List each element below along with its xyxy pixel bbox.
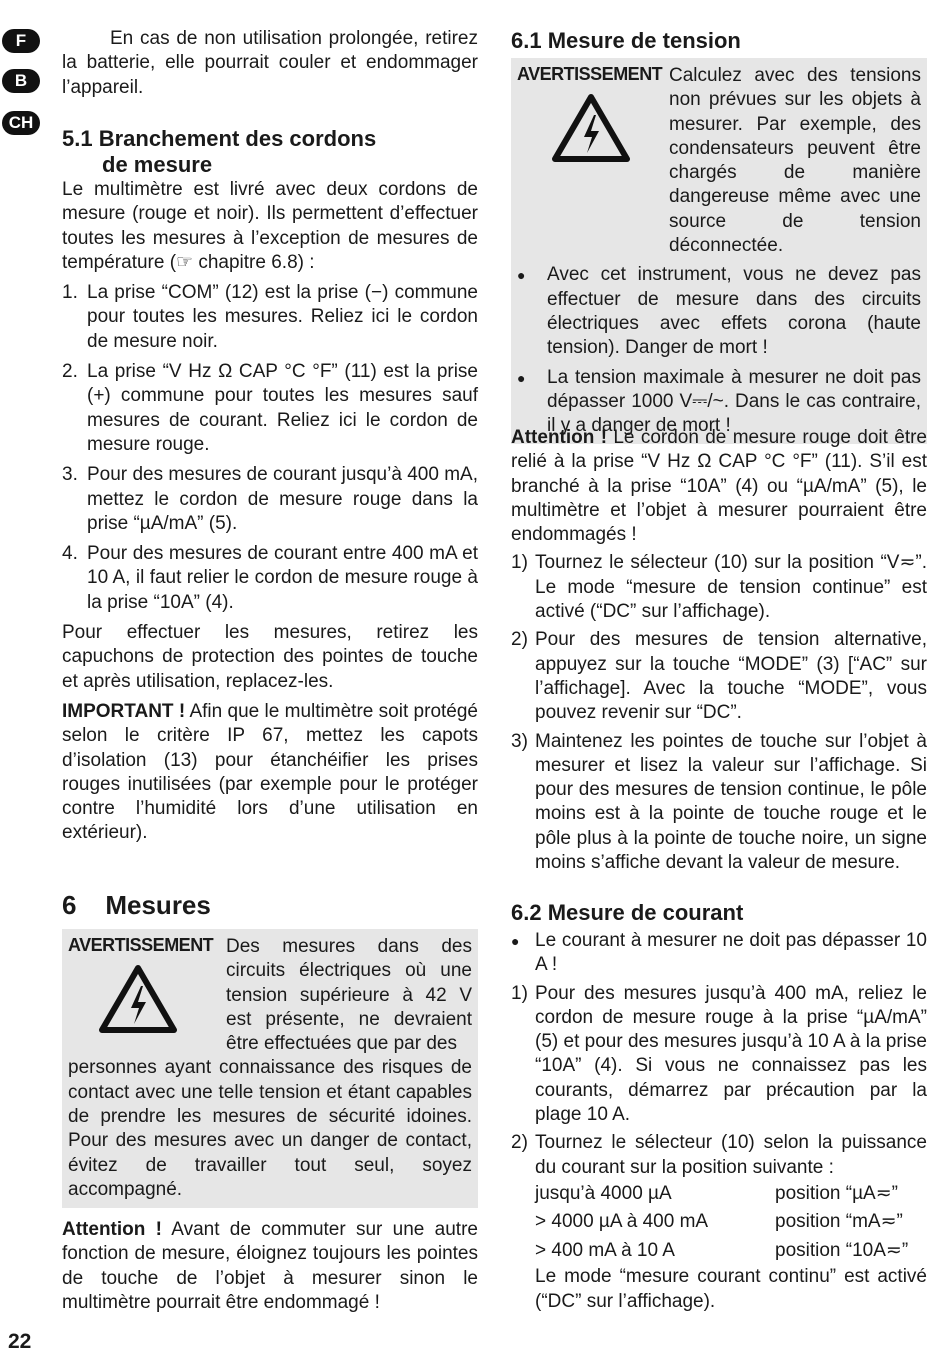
list-item: ● Le courant à mesurer ne doit pas dépasser 10 A !: [511, 930, 927, 976]
section-6-title: 6 Mesures: [62, 890, 211, 920]
section-5-1-note: Pour effectuer les mesures, retirez les capuchons de protection des pointes de touche et après utilisation, replacez-les.: [62, 622, 478, 692]
list-item: 1) Pour des mesures jusqu’à 400 mA, reliez le cordon de mesure rouge à la prise “µA/mA” (5) et pour des mesures jusqu’à 10 A à la prise “10A” (4). Si vous ne connaissez pas les courants, démarrez par précaution par la plage 10 A.: [511, 982, 927, 1126]
list-item: 4. Pour des mesures de courant entre 400 mA et 10 A, il faut relier le cordon de mesure rouge à la prise “10A” (4).: [62, 543, 478, 613]
warning-bullet: ● Avec cet instrument, vous ne devez pas effectuer de mesure dans des circuits électriques avec effets corona (haute tension). Danger de mort !: [517, 264, 921, 359]
warning-bullet: ● La tension maximale à mesurer ne doit pas dépasser 1000 V⎓/~. Dans le cas contraire, il y a danger de mort !: [517, 366, 921, 437]
section-5-1-title-cont: de mesure: [102, 152, 213, 177]
section-6-2-body: [511, 929, 927, 1314]
high-voltage-warning-icon: [98, 964, 178, 1034]
list-item: 1. La prise “COM” (12) est la prise (−) commune pour toutes les mesures. Reliez ici le cordon de mesure noir.: [62, 282, 478, 352]
warning-text: Des mesures dans des circuits électriques où une tension supérieure à 42 V est présente, ne devraient être effectuées que par des: [226, 936, 472, 1055]
attention-paragraph: Attention ! Avant de commuter sur une autre fonction de mesure, éloignez toujours les pointes de touche de l’objet à mesurer sinon le multimètre pourrait être endommagé !: [62, 1219, 478, 1313]
section-5-1-title: 5.1 Branchement des cordons: [62, 126, 377, 151]
list-item: 2) Pour des mesures de tension alternative, appuyez sur la touche “MODE” (3) [“AC” sur l’affichage]. Avec la touche “MODE”, vous pouvez revenir sur “DC”.: [511, 629, 927, 724]
high-voltage-warning-icon: [551, 93, 631, 163]
section-6-1-body: [511, 426, 927, 875]
table-cell: position “10A≂”: [775, 1239, 909, 1261]
list-item: 2. La prise “V Hz Ω CAP °C °F” (11) est la prise (+) commune pour toutes les mesures sauf mesures de courant. Reliez ici le cordon de mesure rouge.: [62, 361, 478, 455]
section-6-2-title: 6.2 Mesure de courant: [511, 900, 744, 925]
list-item: 1) Tournez le sélecteur (10) sur la position “V≂”. Le mode “mesure de tension continue” est activé (“DC” sur l’affichage).: [511, 552, 927, 623]
warning-text: Calculez avec des tensions non prévues sur les objets à mesurer. Par exemple, des condensateurs peuvent être chargés de manière dangereuse même avec une source de tension déconnectée.: [669, 65, 921, 257]
attention-paragraph: Attention ! Le cordon de mesure rouge doit être relié à la prise “V Hz Ω CAP °C °F” (11). S’il est branché à la prise “10A” (4) ou “µA/mA” (5), le multimètre et l’objet à mesurer pourraient être endommagés !: [511, 427, 927, 546]
warning-text-continued: personnes ayant connaissance des risques de contact avec une telle tension et étant capables de prendre les mesures de sécurité idoines. Pour des mesures avec un danger de contact, évitez de travailler tout seul, soyez accompagné.: [68, 1057, 472, 1200]
range-table: [535, 1180, 927, 1266]
language-tab-ch: CH: [2, 111, 40, 135]
language-tab-f: F: [2, 29, 40, 53]
table-cell: > 4000 µA à 400 mA: [535, 1211, 709, 1233]
warning-label: AVERTISSEMENT: [517, 64, 663, 84]
intro-paragraph: En cas de non utilisation prolongée, retirez la batterie, elle pourrait couler et endommager l’appareil.: [62, 28, 478, 98]
section-6-2-conclusion: Le mode “mesure courant continu” est activé (“DC” sur l’affichage).: [535, 1266, 927, 1312]
list-item: 3. Pour des mesures de courant jusqu’à 400 mA, mettez le cordon de mesure rouge dans la prise “µA/mA” (5).: [62, 464, 478, 534]
important-paragraph: IMPORTANT ! Afin que le multimètre soit protégé selon le critère IP 67, mettez les capots d’isolation (13) pour étanchéifier les prises rouges inutilisées (par exemple pour le protéger contre l’humidité lors d’une utilisation en extérieur).: [62, 700, 478, 844]
page-number: 22: [8, 1330, 32, 1353]
table-cell: > 400 mA à 10 A: [535, 1239, 675, 1261]
section-5-1-intro: Le multimètre est livré avec deux cordons de mesure (rouge et noir). Ils permettent d’effectuer toutes les mesures à l’exception de mesures de température (☞ chapitre 6.8) :: [62, 179, 478, 273]
section-5-1: [62, 126, 478, 846]
section-6-1-title: 6.1 Mesure de tension: [511, 28, 741, 53]
warning-label: AVERTISSEMENT: [68, 935, 214, 955]
list-item: 3) Maintenez les pointes de touche sur l’objet à mesurer et lisez la valeur sur l’affichage. Si pour des mesures de tension continue, le pôle moins est à la pointe de touche rouge et le pôle plus à la pointe de touche noire, un signe moins s’affiche devant la valeur de mesure.: [511, 730, 927, 874]
warning-box: [511, 58, 927, 444]
table-cell: position “mA≂”: [775, 1211, 903, 1233]
language-tab-b: B: [2, 69, 40, 93]
warning-box: [62, 929, 478, 1208]
list-item: 2) Tournez le sélecteur (10) selon la puissance du courant sur la position suivante :: [511, 1132, 927, 1178]
table-cell: jusqu’à 4000 µA: [535, 1182, 672, 1204]
table-cell: position “µA≂”: [775, 1182, 898, 1204]
